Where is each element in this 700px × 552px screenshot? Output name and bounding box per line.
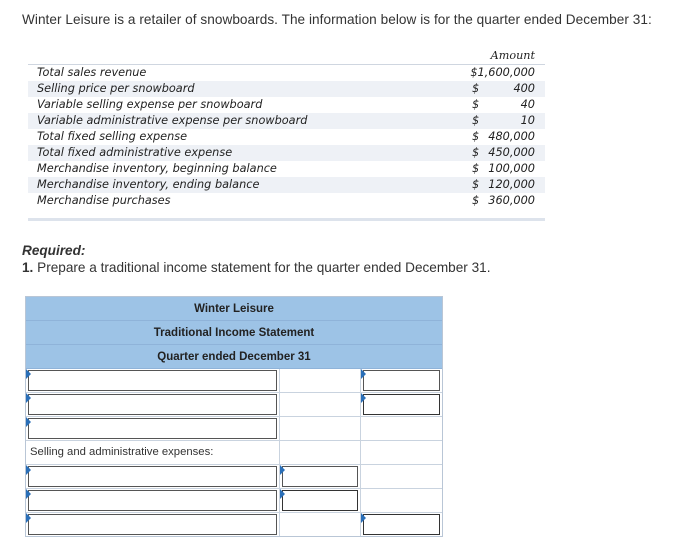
- worksheet-row: [26, 417, 442, 441]
- row-label: Merchandise inventory, beginning balance: [37, 162, 277, 175]
- dropdown-marker-icon: [26, 489, 31, 499]
- amount-input[interactable]: [282, 490, 358, 511]
- table-row: [28, 145, 545, 161]
- label-select[interactable]: [28, 466, 277, 487]
- label-cell: [26, 369, 280, 392]
- worksheet-row: [26, 513, 442, 536]
- total-input[interactable]: [363, 370, 440, 391]
- row-label: Total sales revenue: [37, 66, 147, 79]
- worksheet-title: Winter Leisure: [26, 297, 442, 321]
- label-select[interactable]: [28, 490, 277, 511]
- table-bottom-rule: [28, 218, 545, 221]
- row-value: 450,000: [488, 146, 535, 159]
- income-statement-worksheet: [25, 296, 443, 537]
- row-label: Variable selling expense per snowboard: [37, 98, 263, 111]
- table-row: [28, 65, 545, 81]
- question-1: [22, 260, 491, 275]
- question-number: 1.: [22, 260, 34, 275]
- table-row: [28, 113, 545, 129]
- row-value: $1,600,000: [470, 66, 535, 79]
- total-cell: [361, 441, 442, 464]
- worksheet-row: [26, 465, 442, 489]
- table-row: [28, 81, 545, 97]
- worksheet-row: [26, 393, 442, 417]
- label-cell: [26, 393, 280, 416]
- amount-cell: [280, 513, 361, 536]
- dropdown-marker-icon: [361, 393, 366, 403]
- row-currency: $: [472, 178, 480, 191]
- amount-cell: [280, 393, 361, 416]
- row-currency: $: [472, 146, 480, 159]
- label-cell: [26, 441, 280, 464]
- row-label: Total fixed selling expense: [37, 130, 188, 143]
- label-select[interactable]: [28, 370, 277, 391]
- dropdown-marker-icon: [361, 513, 366, 523]
- row-value: 120,000: [488, 178, 535, 191]
- dropdown-marker-icon: [280, 489, 285, 499]
- row-currency: $: [472, 114, 480, 127]
- worksheet-row: [26, 489, 442, 513]
- row-currency: $: [472, 82, 480, 95]
- dropdown-marker-icon: [26, 417, 31, 427]
- row-value: 100,000: [488, 162, 535, 175]
- row-currency: $: [472, 162, 480, 175]
- row-label: Selling price per snowboard: [37, 82, 195, 95]
- dropdown-marker-icon: [26, 393, 31, 403]
- table-row: [28, 129, 545, 145]
- table-row: [28, 97, 545, 113]
- table-row: [28, 161, 545, 177]
- amount-cell: [280, 417, 361, 440]
- row-label: Merchandise inventory, ending balance: [37, 178, 260, 191]
- worksheet-subtitle: Traditional Income Statement: [26, 321, 442, 345]
- required-heading: Required:: [22, 243, 86, 258]
- intro-text: Winter Leisure is a retailer of snowboards. The information below is for the quarter ended December 31:: [22, 12, 652, 27]
- table-row: [28, 177, 545, 193]
- label-cell: [26, 417, 280, 440]
- total-cell: [361, 393, 442, 416]
- total-input[interactable]: [363, 394, 440, 415]
- total-cell: [361, 513, 442, 536]
- row-label: Merchandise purchases: [37, 194, 171, 207]
- total-cell: [361, 465, 442, 488]
- row-value: 40: [520, 98, 535, 111]
- row-currency: $: [472, 130, 480, 143]
- dropdown-marker-icon: [26, 513, 31, 523]
- sell-admin-label: Selling and administrative expenses:: [30, 446, 214, 458]
- table-row: [28, 193, 545, 209]
- amount-cell: [280, 489, 361, 512]
- amount-cell: [280, 441, 361, 464]
- row-label: Total fixed administrative expense: [37, 146, 233, 159]
- dropdown-marker-icon: [361, 369, 366, 379]
- dropdown-marker-icon: [26, 465, 31, 475]
- row-value: 360,000: [488, 194, 535, 207]
- row-value: 400: [513, 82, 535, 95]
- amount-cell: [280, 369, 361, 392]
- dropdown-marker-icon: [280, 465, 285, 475]
- total-cell: [361, 369, 442, 392]
- amount-input[interactable]: [282, 466, 358, 487]
- amount-cell: [280, 465, 361, 488]
- dropdown-marker-icon: [26, 369, 31, 379]
- row-label: Variable administrative expense per snowboard: [37, 114, 308, 127]
- row-currency: $: [472, 194, 480, 207]
- label-select[interactable]: [28, 514, 277, 535]
- label-cell: [26, 513, 280, 536]
- label-cell: [26, 465, 280, 488]
- row-value: 10: [520, 114, 535, 127]
- total-cell: [361, 489, 442, 512]
- row-currency: $: [472, 98, 480, 111]
- label-select[interactable]: [28, 394, 277, 415]
- question-text: Prepare a traditional income statement for the quarter ended December 31.: [37, 260, 491, 275]
- total-cell: [361, 417, 442, 440]
- worksheet-row: [26, 441, 442, 465]
- label-select[interactable]: [28, 418, 277, 439]
- row-value: 480,000: [488, 130, 535, 143]
- worksheet-period: Quarter ended December 31: [26, 345, 442, 369]
- worksheet-row: [26, 369, 442, 393]
- total-input[interactable]: [363, 514, 440, 535]
- amount-column-header: Amount: [490, 49, 535, 62]
- label-cell: [26, 489, 280, 512]
